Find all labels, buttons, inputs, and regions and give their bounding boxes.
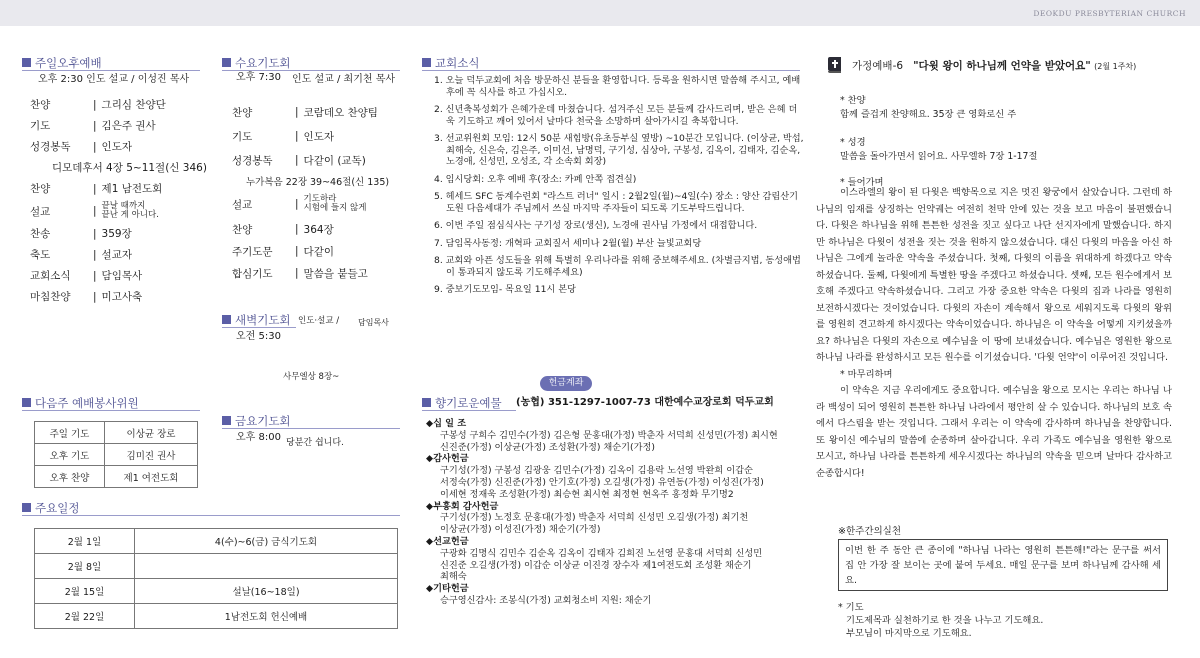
sunday-pm-time-leader: 오후 2:30 인도 설교 / 이성진 목사 (38, 74, 190, 85)
divider (222, 428, 400, 429)
schedule-table (34, 528, 398, 629)
table-row: 2월 15일 설날(16~18일) (35, 579, 398, 604)
section-header-offering: 향기로운예물 (422, 396, 502, 409)
square-bullet-icon (422, 398, 431, 407)
dawn-time: 오전 5:30 (236, 331, 281, 342)
prayer-section: * 기도 기도제목과 실천하기로 한 것을 나누고 기도해요. 부모님이 마지막으로 기도해요. (838, 602, 1044, 639)
divider (422, 410, 516, 411)
square-bullet-icon (222, 58, 231, 67)
table-row: 2월 1일 4(수)~6(금) 금식기도회 (35, 529, 398, 554)
dawn-leader-name: 담임목사 (358, 318, 389, 327)
list-item: 4. 임시당회: 오후 예배 후(장소: 카페 안쪽 접견실) (434, 173, 637, 185)
wednesday-time: 오후 7:30 (236, 72, 281, 83)
wednesday-leader: 인도 설교 / 최기천 목사 (292, 74, 396, 85)
table-row: 2월 8일 (35, 554, 398, 579)
divider (22, 515, 400, 516)
list-item: 9. 중보기도모임- 목요일 11시 본당 (434, 284, 576, 295)
list-item: 7. 담임목사동정: 개혁파 교회질서 세미나 2월(월) 부산 늘빛교회당 (434, 237, 702, 249)
square-bullet-icon (222, 315, 231, 324)
family-worship-title: 가정예배-6 "다윗 왕이 하나님께 언약을 받았어요" (2월 1주차) (852, 60, 1137, 72)
family-worship-body: * 찬양 함께 즐겁게 찬양해요. 35장 큰 영화로신 주 * 성경 말씀을 돌아가면서 읽어요. 사무엘하 7장 1-17절 * 들어가며 (840, 95, 1038, 188)
wednesday-order: 찬양 | 코람데오 찬양팀 기도 | 인도자 성경봉독 | 다같이 (교독) 누가복음 22장 39~46절(신 135) 설교 | 기도하라 시험에 들지 않게 찬양 | 364장 주기도문 | 다같이 합심기도 | 말씀을 붙들고 (232, 106, 390, 280)
offering-account-badge: 헌금계좌 (540, 376, 592, 391)
list-item: 8. 교회와 아픈 성도들을 위해 특별히 우리나라를 위해 중보해주세요. (차별금지법, 동성애법이 통과되지 않도록 기도해주세요) (434, 255, 801, 278)
friday-note: 당분간 쉽니다. (286, 438, 344, 448)
square-bullet-icon (22, 58, 31, 67)
bible-icon (828, 56, 843, 74)
sunday-pm-order: 찬양 | 그리심 찬양단 기도 | 김은주 권사 성경봉독 | 인도자 디모데후서 4장 5~11절(신 346) 찬양 | 제1 남전도회 설교 | 끝날 때까지 끝난 게 아니다. 찬송 | 359장 축도 | 설교자 교회소식 | 담임목사 마침찬양 | 미고사축 (30, 98, 207, 303)
divider (22, 410, 200, 411)
square-bullet-icon (22, 503, 31, 512)
church-name-banner: DEOKDU PRESBYTERIAN CHURCH (1033, 9, 1186, 18)
table-row: 2월 22일 1남전도회 헌신예배 (35, 604, 398, 629)
practice-heading: ※한주간의실천 (838, 526, 902, 537)
list-item: 1. 오늘 덕두교회에 처음 방문하신 분들을 환영합니다. 등록을 원하시면 말씀해 주시고, 예배 후에 꼭 식사를 하고 가십시오. (434, 75, 801, 98)
next-week-table (34, 421, 198, 488)
square-bullet-icon (422, 58, 431, 67)
dawn-leader: 인도·설교 / (298, 316, 340, 326)
list-item: 2. 신년축복성회가 은혜가운데 마쳤습니다. 섬겨주신 모든 분들께 감사드리며, 받은 은혜 더욱 기도하고 깨어 있어서 날마다 천국을 소망하며 살아가시길 축복합니다. (434, 104, 798, 127)
offering-list: ◆십 일 조 구봉성 구희수 김민수(가정) 김은형 문홍대(가정) 박춘자 서덕희 신성민(가정) 최시현 신진준(가정) 이상균(가정) 조성환(가정) 채순기(가정) ◆감사헌금 구기성(가정) 구봉성 김광웅 김민수(가정) 김옥이 김용락 노선영 박완희 이갑순 서정숙(가정) 신진준(가정) 안기호(가정) 오길생(가정) 유연동(가정) 이성진(가정) 이세현 정재욱 조성환(가정) 최승현 최시현 최정현 현옥주 홍정화 무기명2 ◆부흥회 감사헌금 구기성(가정) 노정호 문홍대(가정) 박춘자 서덕희 신성민 오길생(가정) 최기천 이상균(가정) 이성진(가정) 채순기(가정) ◆선교헌금 구광화 김명식 김민수 김순옥 김옥이 김태자 김희진 노선영 문홍대 서덕희 신성민 신진준 오길생(가정) 이갑순 이상균 이진경 장수자 제1여전도회 조성환 채순기 최해숙 ◆기타헌금 승구영신감사: 조봉식(가정) 교회청소비 지원: 채순기 (426, 418, 778, 606)
section-header-schedule: 주요일정 (22, 501, 79, 514)
table-row: 오후 기도 김미진 권사 (35, 444, 198, 466)
section-header-friday: 금요기도회 (222, 414, 291, 427)
section-header-wednesday: 수요기도회 (222, 56, 291, 69)
friday-time: 오후 8:00 (236, 432, 281, 443)
square-bullet-icon (222, 416, 231, 425)
divider (222, 327, 296, 328)
table-row: 오후 찬양 제1 여전도회 (35, 466, 198, 488)
divider (422, 70, 800, 71)
dawn-note: 사무엘상 8장~ (283, 372, 340, 382)
family-worship-story: 이스라엘의 왕이 된 다윗은 백향목으로 지은 멋진 왕궁에서 살았습니다. 그런데 하나님의 임재를 상징하는 언약궤는 여전히 천막 안에 있는 것을 보고 마음이 불편했습니다. 다윗은 하나님을 위해 튼튼한 성전을 짓고 싶다고 나단 선지자에게 말했습니다. 하지만 하나님은 다윗이 성전을 짓는 것을 원하지 않으셨습니다. 대신 다윗의 마음을 아신 하나님은 그에게 놀라운 약속을 주셨습니다. 첫째, 다윗의 이름을 위대하게 하겠다고 약속하셨습니다. 둘째, 다윗에게 특별한 땅을 주겠다고 하셨습니다. 셋째, 모든 원수에게서 보호해 주겠다고 약속하셨습니다. 그리고 가장 중요한 약속은 다윗의 집과 나라를 영원히 보전하시겠다는 것이었습니다. 다윗의 자손이 계속해서 왕으로 세워지도록 다윗의 왕위를 영원히 견고하게 하시겠다는 약속이었습니다. 하나님은 이 약속을 어떻게 지키셨을까요? 하나님은 다윗의 자손으로 예수님을 이 땅에 보내셨습니다. 예수님은 영원한 왕으로 하나님 나라를 완성하시고 모든 원수를 이기셨습니다. '다윗 언약'이 이루어진 것입니다. * 마무리하며 이 약속은 지금 우리에게도 중요합니다. 예수님을 왕으로 모시는 우리는 하나님 나라 백성이 되어 영원히 튼튼한 하나님 나라에서 평안히 살 수 있습니다. 하나님의 보호 속에서 다스림을 받는 것입니다. 그래서 우리는 이 약속에 감사하며 하나님을 찬양합니다. 또 왕이신 예수님의 말씀에 순종하며 살아갑니다. 우리 가족도 예수님을 영원한 왕으로 모시고, 하나님 나라를 튼튼하게 세우시겠다는 하나님의 약속을 믿으며 날마다 감사하고 순종합시다! (816, 187, 1172, 479)
top-banner (0, 0, 1200, 26)
list-item: 6. 이번 주일 점심식사는 구기성 장로(생신), 노경애 권사님 가정에서 대접합니다. (434, 220, 758, 231)
divider (22, 70, 200, 71)
section-header-next-week: 다음주 예배봉사위원 (22, 396, 139, 409)
list-item: 3. 선교위원회 모임: 12시 50분 새힘방(유초등부실 옆방) ~10분간 모입니다. (이상균, 박섭, 최해숙, 신은숙, 김은주, 이미선, 남명덕, 구기성, 심상아, 구봉성, 김옥이, 김태자, 김순옥, 노경애, 신성민, 오성조, 각 소속회 회장) (434, 133, 804, 167)
news-list (434, 75, 804, 302)
practice-box: 이번 한 주 동안 큰 종이에 "하나님 나라는 영원히 튼튼해!"라는 문구를 써서 집 안 가장 잘 보이는 곳에 붙여 두세요. 매일 문구를 보며 하나님께 감사해 세요. (838, 539, 1168, 591)
divider (222, 70, 400, 71)
offering-account: (농협) 351-1297-1007-73 대한예수교장로회 덕두교회 (516, 397, 774, 408)
section-header-sunday-pm: 주일오후예배 (22, 56, 102, 69)
list-item: 5. 헤세드 SFC 동계수련회 "라스트 러너" 일시 : 2월2일(월)~4일(수) 장소 : 양산 감림산기도원 다음세대가 주님께서 쓰실 마지막 주자들이 되도록 기도부탁드립니다. (434, 191, 799, 214)
section-header-dawn: 새벽기도회 (222, 313, 291, 326)
section-header-news: 교회소식 (422, 56, 479, 69)
square-bullet-icon (22, 398, 31, 407)
table-row: 주일 기도 이상균 장로 (35, 422, 198, 444)
